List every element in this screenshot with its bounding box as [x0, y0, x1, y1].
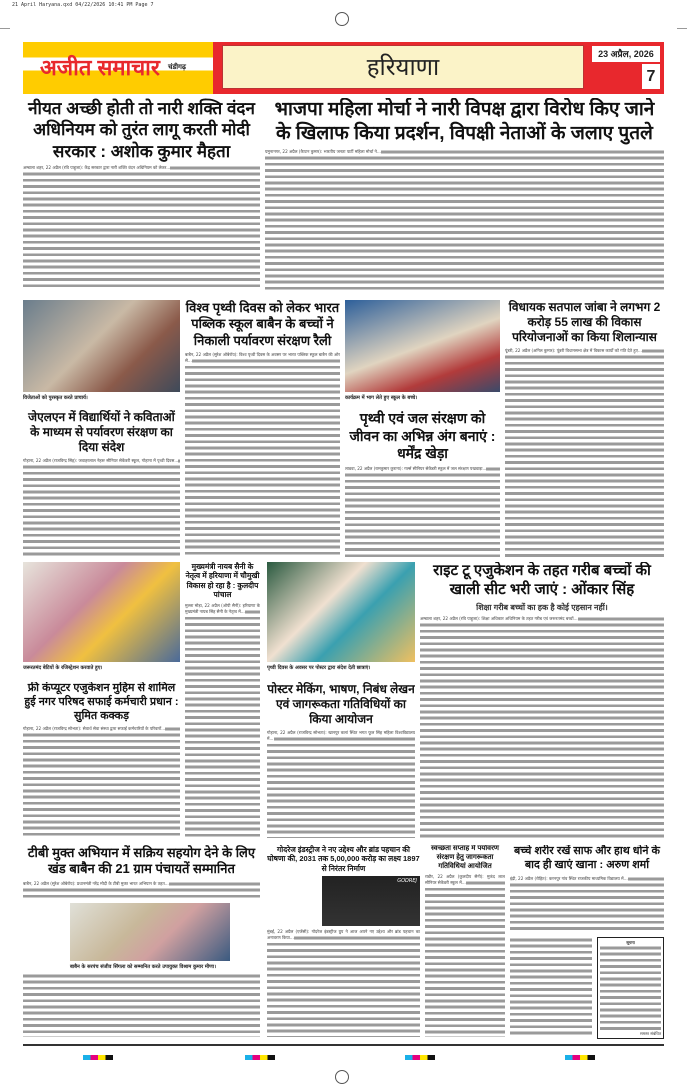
article — [265, 98, 664, 290]
crop-mark — [0, 28, 10, 29]
headline: पृथ्वी एवं जल संरक्षण को जीवन का अभिन्न अंग बनाएं : धर्मेंद्र खेड़ा — [349, 410, 496, 461]
article-body: मुल्ला मोड़ा, 22 अप्रैल (ओपी सैनी): हरियाणा के मुख्यमंत्री नायब सिंह सैनी के नेतृत्व में... — [185, 603, 260, 839]
notice-footer: समस्त संबंधित — [640, 1031, 661, 1036]
photo-block — [23, 300, 180, 406]
article-body: गोहाना, 22 अप्रैल (राजविन्द्र सोभता): सेवार्थ सेवा संस्था द्वारा सफाई कर्मचारियों के परिवारों... — [23, 726, 180, 838]
photo-block — [267, 562, 415, 677]
article — [420, 562, 664, 838]
article-body: लाडवा, 22 अप्रैल (रामकुमार कुराना): गर्ल्स सीनियर सेकेंडरी स्कूल में जल संरक्षण पखवाड़ा... — [345, 466, 500, 558]
article-body: गोहाना, 22 अप्रैल (राजविन्द्र सिंह): जवाहरलाल नेहरू सीनियर सेकेंडरी स्कूल, गोहाना में पृथ्वी दिवस... — [23, 458, 180, 557]
issue-date: 23 अप्रैल, 2026 — [592, 46, 660, 62]
news-photo — [322, 876, 420, 926]
article-body-continued — [23, 973, 260, 1037]
bottom-rule — [23, 1044, 664, 1046]
article — [425, 845, 505, 1037]
headline: विधायक सतपाल जांबा ने लगभग 2 करोड़ 55 लाख की विकास परियोजनाओं का किया शिलान्यास — [508, 300, 661, 344]
photo-caption: कार्यक्रम में भाग लेते हुए स्कूल के बच्चे। — [345, 395, 418, 401]
article-body: अम्बाला शहर, 22 अप्रैल (रवि पाहुजा): शिक्षा अधिकार अधिनियम के तहत गरीब एवं जरूरतमंद बच्चों... — [420, 616, 664, 839]
headline: फ्री कंप्यूटर एजुकेशन मुहिम से शामिल हुई नगर परिषद सफाई कर्मचारी प्रधान : सुमित कक्कड़ — [24, 682, 179, 722]
article — [267, 682, 415, 838]
headline: गोदरेज इंडस्ट्रीज ने नए उद्देश्य और ब्रांड पहचान की घोषणा की, 2031 तक 5,00,000 करोड़ का लक्ष्य 1897 से निरंतर निर्माण — [267, 845, 420, 873]
news-photo — [23, 300, 180, 392]
article-body: अम्बाला शहर, 22 अप्रैल (रवि पाहुजा): केंद्र सरकार द्वारा नारी शक्ति वंदन अधिनियम को लेकर... — [23, 165, 260, 290]
section-title: हरियाणा — [222, 45, 584, 89]
photo-caption: जरूरतमंद बेटियों के रजिस्ट्रेशन करवाते हुए। — [23, 665, 103, 671]
notice-advertisement — [597, 937, 664, 1039]
registration-mark-icon — [335, 12, 349, 26]
color-bar — [245, 1055, 275, 1060]
article — [23, 845, 260, 1037]
photo-caption: विजेताओं को पुरस्कृत करते प्राचार्य। — [23, 395, 88, 401]
article-body: यमुनानगर, 22 अप्रैल (कैप्टन कुमार): भारतीय जनता पार्टी महिला मोर्चा ने... — [265, 149, 664, 291]
photo-caption: पृथ्वी दिवस के अवसर पर पोस्टर द्वारा संदेश देती छात्राएं। — [267, 665, 371, 671]
color-bar — [565, 1055, 595, 1060]
registration-mark-icon — [335, 1070, 349, 1084]
print-slug: 21 April Haryana.qxd 04/22/2026 10:41 PM Page 7 — [12, 2, 154, 8]
headline: बच्चे शरीर रखें साफ और हाथ धोने के बाद ही खाएं खाना : अरुण शर्मा — [513, 845, 661, 871]
article — [23, 682, 180, 838]
article — [510, 845, 664, 933]
headline: विश्व पृथ्वी दिवस को लेकर भारत पब्लिक स्कूल बाबैन के बच्चों ने निकाली पर्यावरण संरक्षण रैली — [185, 300, 340, 348]
headline: पोस्टर मेकिंग, भाषण, निबंध लेखन एवं जागरूकता गतिविधियों का किया आयोजन — [267, 682, 415, 726]
article — [505, 300, 664, 557]
crop-mark — [677, 28, 687, 29]
photo-block — [345, 300, 500, 406]
headline: मुख्यमंत्री नायब सैनी के नेतृत्व में हरियाणा में चौमुखी विकास हो रहा है : कुलदीप पांचाल — [185, 562, 260, 600]
article-body: मुंबई, 22 अप्रैल (एजेंसी): गोदरेज इंडस्ट्रीज ग्रुप ने आज अपने नए उद्देश्य और ब्रांड पहचान का अनावरण किया... — [267, 929, 420, 1037]
headline: स्वच्छता सप्ताह में पर्यावरण संरक्षण हेतु जागरूकता गतिविधियां आयोजित — [431, 845, 499, 870]
article — [345, 410, 500, 557]
news-photo — [70, 903, 230, 961]
headline: जेएलएन में विद्यार्थियों ने कविताओं के माध्यम से पर्यावरण संरक्षण का दिया संदेश — [28, 410, 175, 454]
subheadline: शिक्षा गरीब बच्चों का हक है कोई एहसान नहीं। — [476, 602, 608, 612]
headline: भाजपा महिला मोर्चा ने नारी विपक्ष द्वारा विरोध किए जाने के खिलाफ किया प्रदर्शन, विपक्षी नेताओं के जलाए पुतले — [274, 99, 655, 144]
article-body: गोहाना, 22 अप्रैल (राजविन्द्र सोभता): खानपुर कलां स्थित भगत फूल सिंह महिला विश्वविद्यालय में... — [267, 730, 415, 838]
article — [185, 300, 340, 557]
color-bar — [405, 1055, 435, 1060]
edition-city: चंडीगढ़ — [168, 64, 186, 71]
article-body: पूंडरी, 22 अप्रैल (अनिल कुमार): पूंडरी विधानसभा क्षेत्र में विकास कार्यों को गति देते हुए... — [505, 348, 664, 557]
godrej-logo: GODREJ — [397, 878, 417, 885]
photo-caption: बाबैन के सरपंच संजीव सिंगला को सम्मानित करते उपायुक्त विश्राम कुमार मीणा। — [70, 963, 216, 970]
headline: टीबी मुक्त अभियान में सक्रिय सहयोग देने के लिए खंड बाबैन की 21 ग्राम पंचायतें सम्मानित — [27, 845, 256, 877]
page-number: 7 — [642, 64, 660, 89]
headline: नीयत अच्छी होती तो नारी शक्ति वंदन अधिनियम को तुरंत लागू करती मोदी सरकार : अशोक कुमार मैहता — [28, 99, 255, 161]
photo-block — [23, 562, 180, 677]
article-body: राडौर, 22 अप्रैल (कुलदीप सैनी): मुकंद लाल सीनियर सेकेंडरी स्कूल में... — [425, 874, 505, 1037]
article-body: बाबैन, 22 अप्रैल (सुरेश ओबेरॉय): विश्व पृथ्वी दिवस के अवसर पर भारत पब्लिक स्कूल बाबैन की ओर से... — [185, 352, 340, 557]
article-body: इंद्री, 22 अप्रैल (रोहित): करनपुर गांव स्थित राजकीय माध्यमिक विद्यालय में... — [510, 876, 664, 934]
news-photo — [345, 300, 500, 392]
notice-body — [600, 945, 661, 1031]
article — [23, 98, 260, 290]
article — [185, 562, 260, 838]
article-body-continued — [510, 937, 592, 1035]
article — [267, 845, 420, 1037]
article-body: बाबैन, 22 अप्रैल (सुरेश ओबेरॉय): प्रधानमंत्री नरेंद्र मोदी के टीबी मुक्त भारत अभियान के तहत... — [23, 881, 260, 900]
news-photo — [267, 562, 415, 662]
headline: राइट टू एजुकेशन के तहत गरीब बच्चों की खाली सीट भरी जाएं : ओंकार सिंह — [433, 562, 651, 598]
color-bar — [83, 1055, 113, 1060]
news-photo — [23, 562, 180, 662]
article — [23, 410, 180, 557]
newspaper-logo: अजीत समाचार — [40, 55, 160, 80]
notice-title: सूचना — [626, 940, 635, 945]
